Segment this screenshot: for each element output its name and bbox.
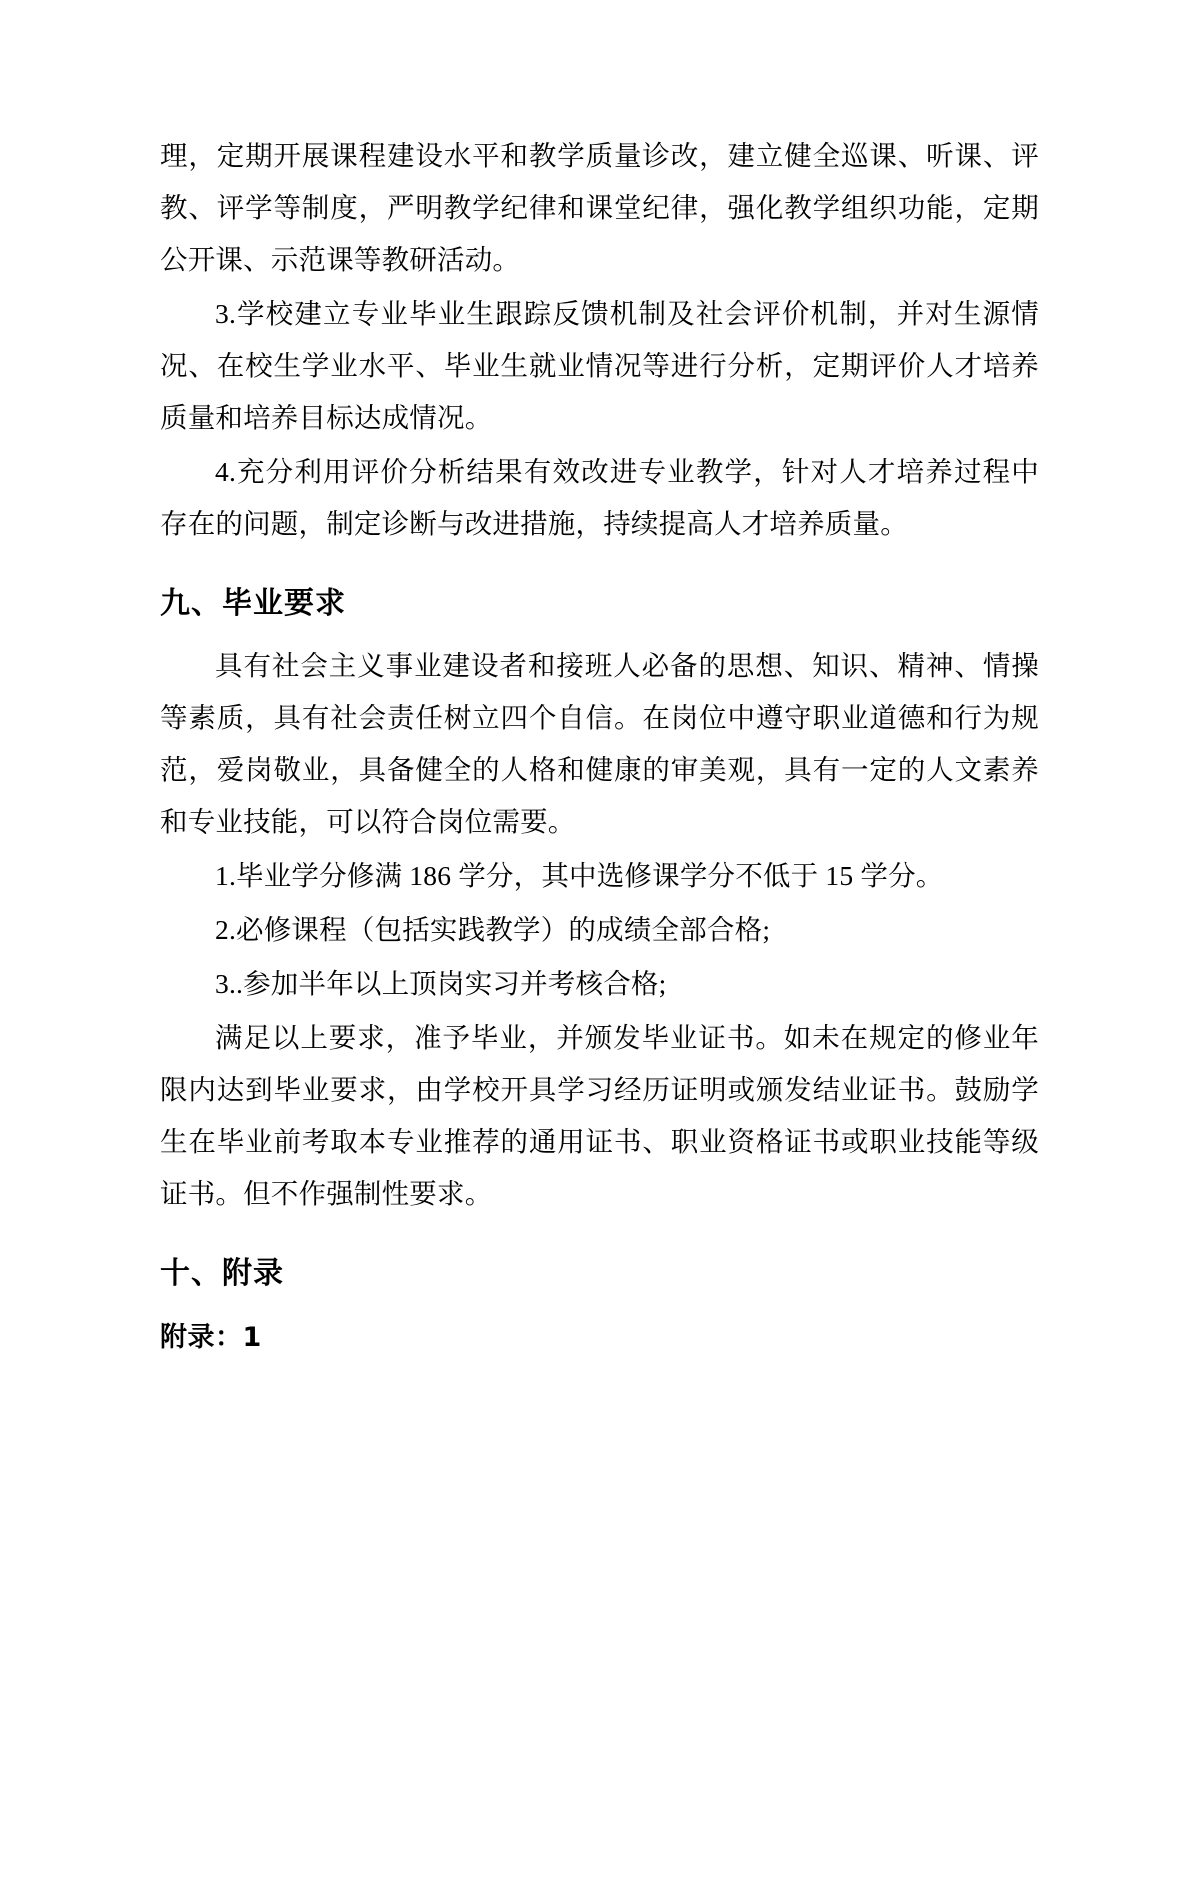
appendix-subheading: 附录：1: [160, 1322, 262, 1353]
section-heading-nine: 九、毕业要求: [160, 586, 346, 621]
paragraph-item-3: 3.学校建立专业毕业生跟踪反馈机制及社会评价机制，并对生源情况、在校生学业水平、毕业生就业情况等进行分析，定期评价人才培养质量和培养目标达成情况。: [160, 298, 1039, 433]
section-nine-intro: 具有社会主义事业建设者和接班人必备的思想、知识、精神、情操等素质，具有社会责任树立四个自信。在岗位中遵守职业道德和行为规范，爱岗敬业，具备健全的人格和健康的审美观，具有一定的人文素养和专业技能，可以符合岗位需要。: [160, 650, 1039, 837]
paragraph-teaching-management: 理，定期开展课程建设水平和教学质量诊改，建立健全巡课、听课、评教、评学等制度，严明教学纪律和课堂纪律，强化教学组织功能，定期公开课、示范课等教研活动。: [160, 140, 1039, 275]
section-heading-ten: 十、附录: [160, 1256, 284, 1291]
graduation-requirement-3: 3..参加半年以上顶岗实习并考核合格;: [215, 968, 667, 999]
graduation-requirement-1: 1.毕业学分修满 186 学分，其中选修课学分不低于 15 学分。: [215, 860, 944, 891]
paragraph-item-4: 4.充分利用评价分析结果有效改进专业教学，针对人才培养过程中存在的问题，制定诊断与改进措施，持续提高人才培养质量。: [160, 456, 1039, 539]
graduation-requirement-2: 2.必修课程（包括实践教学）的成绩全部合格;: [215, 914, 771, 945]
blank-page-area: [160, 1364, 1039, 1884]
section-nine-closing: 满足以上要求，准予毕业，并颁发毕业证书。如未在规定的修业年限内达到毕业要求，由学校开具学习经历证明或颁发结业证书。鼓励学生在毕业前考取本专业推荐的通用证书、职业资格证书或职业技能等级证书。但不作强制性要求。: [160, 1022, 1039, 1209]
